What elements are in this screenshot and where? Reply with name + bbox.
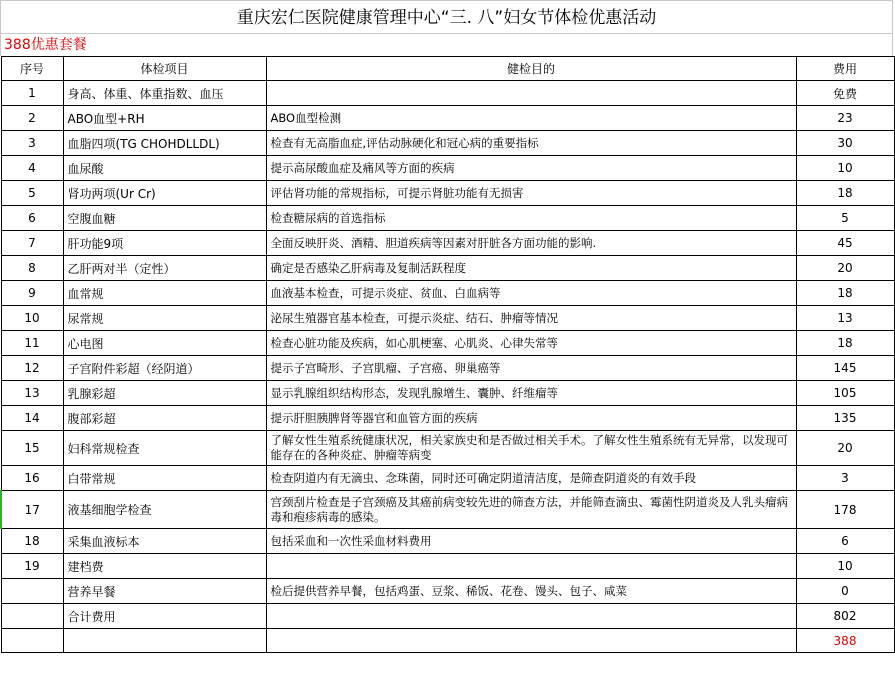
row-item: 营养早餐 bbox=[63, 579, 266, 604]
exam-table bbox=[0, 56, 895, 653]
row-seq: 5 bbox=[1, 181, 63, 206]
header-fee: 费用 bbox=[796, 57, 894, 81]
row-purpose: 检查阴道内有无滴虫、念珠菌，同时还可确定阴道清洁度，是筛查阴道炎的有效手段 bbox=[266, 466, 796, 491]
row-item: 血尿酸 bbox=[63, 156, 266, 181]
total-label: 合计费用 bbox=[63, 604, 266, 629]
table-row bbox=[1, 554, 894, 579]
row-item: 建档费 bbox=[63, 554, 266, 579]
table-row bbox=[1, 406, 894, 431]
row-fee: 145 bbox=[796, 356, 894, 381]
table-row bbox=[1, 356, 894, 381]
row-purpose: 泌尿生殖器官基本检查，可提示炎症、结石、肿瘤等情况 bbox=[266, 306, 796, 331]
table-row bbox=[1, 431, 894, 466]
row-item: 血常规 bbox=[63, 281, 266, 306]
row-purpose: 确定是否感染乙肝病毒及复制活跃程度 bbox=[266, 256, 796, 281]
table-row bbox=[1, 231, 894, 256]
row-purpose: 显示乳腺组织结构形态，发现乳腺增生、囊肿、纤维瘤等 bbox=[266, 381, 796, 406]
table-row bbox=[1, 181, 894, 206]
row-fee: 18 bbox=[796, 181, 894, 206]
table-row bbox=[1, 256, 894, 281]
table-row bbox=[1, 579, 894, 604]
table-row bbox=[1, 381, 894, 406]
row-seq: 16 bbox=[1, 466, 63, 491]
row-seq: 15 bbox=[1, 431, 63, 466]
table-row bbox=[1, 131, 894, 156]
row-fee: 10 bbox=[796, 554, 894, 579]
row-item bbox=[63, 629, 266, 653]
row-purpose: 宫颈刮片检查是子宫颈癌及其癌前病变较先进的筛查方法，并能筛查滴虫、霉菌性阴道炎及人乳头瘤病毒和疱疹病毒的感染。 bbox=[266, 491, 796, 529]
row-fee: 10 bbox=[796, 156, 894, 181]
row-item: 乙肝两对半（定性） bbox=[63, 256, 266, 281]
table-row bbox=[1, 529, 894, 554]
total-fee: 802 bbox=[796, 604, 894, 629]
row-seq: 17 bbox=[1, 491, 63, 529]
row-fee: 6 bbox=[796, 529, 894, 554]
row-seq: 4 bbox=[1, 156, 63, 181]
row-item: 液基细胞学检查 bbox=[63, 491, 266, 529]
row-fee: 23 bbox=[796, 106, 894, 131]
page-title: 重庆宏仁医院健康管理中心“三. 八”妇女节体检优惠活动 bbox=[0, 0, 893, 34]
row-seq bbox=[1, 579, 63, 604]
row-purpose: 检查有无高脂血症,评估动脉硬化和冠心病的重要指标 bbox=[266, 131, 796, 156]
row-item: 心电图 bbox=[63, 331, 266, 356]
row-fee: 0 bbox=[796, 579, 894, 604]
row-seq: 9 bbox=[1, 281, 63, 306]
header-seq: 序号 bbox=[1, 57, 63, 81]
row-item: 白带常规 bbox=[63, 466, 266, 491]
row-seq: 6 bbox=[1, 206, 63, 231]
row-purpose bbox=[266, 81, 796, 106]
row-fee: 20 bbox=[796, 431, 894, 466]
row-item: 空腹血糖 bbox=[63, 206, 266, 231]
table-row bbox=[1, 281, 894, 306]
row-seq bbox=[1, 629, 63, 653]
row-item: 妇科常规检查 bbox=[63, 431, 266, 466]
header-purpose: 健检目的 bbox=[266, 57, 796, 81]
row-fee: 18 bbox=[796, 281, 894, 306]
row-purpose: 包括采血和一次性采血材料费用 bbox=[266, 529, 796, 554]
row-seq: 18 bbox=[1, 529, 63, 554]
discount-row bbox=[1, 629, 894, 653]
table-row bbox=[1, 81, 894, 106]
row-purpose: 提示肝胆胰脾肾等器官和血管方面的疾病 bbox=[266, 406, 796, 431]
row-seq: 14 bbox=[1, 406, 63, 431]
row-purpose bbox=[266, 554, 796, 579]
row-fee: 30 bbox=[796, 131, 894, 156]
row-item: 采集血液标本 bbox=[63, 529, 266, 554]
row-purpose: 全面反映肝炎、酒精、胆道疾病等因素对肝脏各方面功能的影响. bbox=[266, 231, 796, 256]
row-purpose: 检后提供营养早餐，包括鸡蛋、豆浆、稀饭、花卷、馒头、包子、咸菜 bbox=[266, 579, 796, 604]
row-seq: 11 bbox=[1, 331, 63, 356]
row-fee: 5 bbox=[796, 206, 894, 231]
row-seq: 19 bbox=[1, 554, 63, 579]
header-item: 体检项目 bbox=[63, 57, 266, 81]
row-item: 肝功能9项 bbox=[63, 231, 266, 256]
row-seq: 3 bbox=[1, 131, 63, 156]
row-fee: 20 bbox=[796, 256, 894, 281]
row-fee: 178 bbox=[796, 491, 894, 529]
row-purpose: 血液基本检查，可提示炎症、贫血、白血病等 bbox=[266, 281, 796, 306]
total-row bbox=[1, 604, 894, 629]
row-purpose bbox=[266, 629, 796, 653]
row-item: ABO血型+RH bbox=[63, 106, 266, 131]
table-row bbox=[1, 306, 894, 331]
row-seq bbox=[1, 604, 63, 629]
row-purpose: 了解女性生殖系统健康状况，相关家族史和是否做过相关手术。了解女性生殖系统有无异常，以发现可能存在的各种炎症、肿瘤等病变 bbox=[266, 431, 796, 466]
table-row bbox=[1, 331, 894, 356]
table-row bbox=[1, 106, 894, 131]
row-fee: 13 bbox=[796, 306, 894, 331]
discount-price: 388 bbox=[796, 629, 894, 653]
row-fee: 45 bbox=[796, 231, 894, 256]
row-seq: 2 bbox=[1, 106, 63, 131]
row-fee: 18 bbox=[796, 331, 894, 356]
row-item: 乳腺彩超 bbox=[63, 381, 266, 406]
row-seq: 1 bbox=[1, 81, 63, 106]
row-purpose: 提示高尿酸血症及痛风等方面的疾病 bbox=[266, 156, 796, 181]
row-purpose: 提示子宫畸形、子宫肌瘤、子宫癌、卵巢癌等 bbox=[266, 356, 796, 381]
table-row bbox=[1, 491, 894, 529]
row-seq: 8 bbox=[1, 256, 63, 281]
table-header-row bbox=[1, 57, 894, 81]
row-purpose: 评估肾功能的常规指标，可提示肾脏功能有无损害 bbox=[266, 181, 796, 206]
row-item: 身高、体重、体重指数、血压 bbox=[63, 81, 266, 106]
row-seq: 12 bbox=[1, 356, 63, 381]
row-seq: 7 bbox=[1, 231, 63, 256]
row-item: 尿常规 bbox=[63, 306, 266, 331]
row-item: 血脂四项(TG CHOHDLLDL) bbox=[63, 131, 266, 156]
table-row bbox=[1, 156, 894, 181]
row-seq: 13 bbox=[1, 381, 63, 406]
row-purpose: 检查心脏功能及疾病，如心肌梗塞、心肌炎、心律失常等 bbox=[266, 331, 796, 356]
row-purpose: 检查糖尿病的首选指标 bbox=[266, 206, 796, 231]
row-fee: 3 bbox=[796, 466, 894, 491]
row-item: 肾功两项(Ur Cr) bbox=[63, 181, 266, 206]
row-item: 子宫附件彩超（经阴道） bbox=[63, 356, 266, 381]
row-purpose: ABO血型检测 bbox=[266, 106, 796, 131]
row-purpose bbox=[266, 604, 796, 629]
row-fee: 免费 bbox=[796, 81, 894, 106]
row-fee: 105 bbox=[796, 381, 894, 406]
row-seq: 10 bbox=[1, 306, 63, 331]
table-row bbox=[1, 206, 894, 231]
row-item: 腹部彩超 bbox=[63, 406, 266, 431]
package-label: 388优惠套餐 bbox=[0, 34, 893, 56]
table-row bbox=[1, 466, 894, 491]
row-fee: 135 bbox=[796, 406, 894, 431]
